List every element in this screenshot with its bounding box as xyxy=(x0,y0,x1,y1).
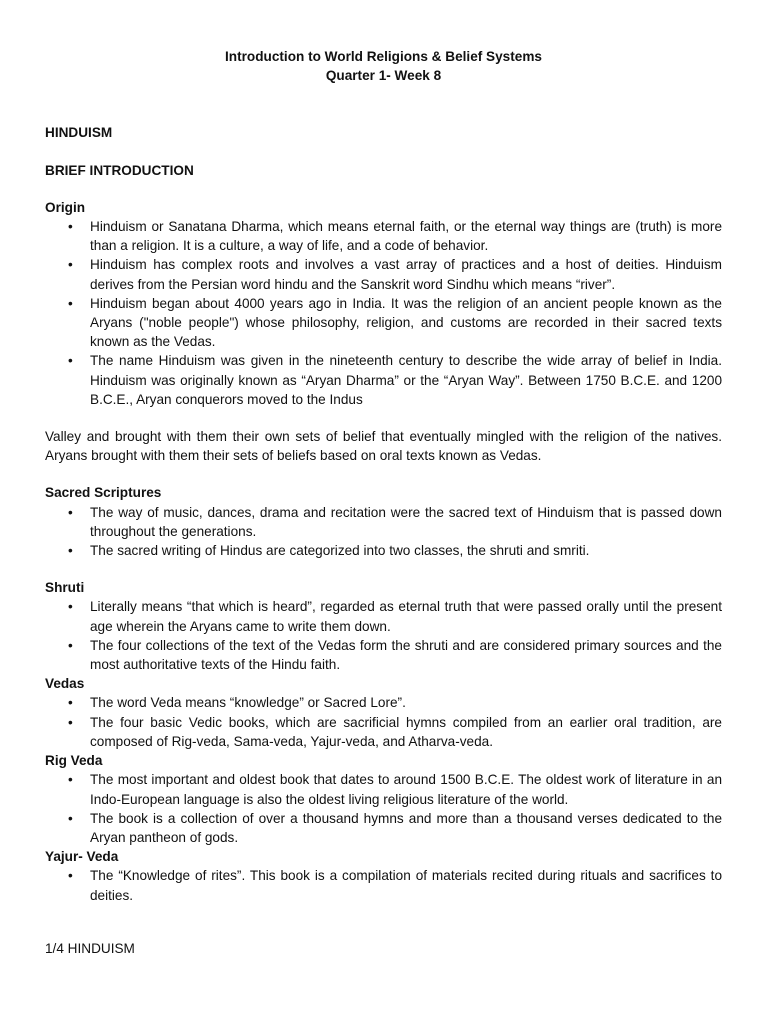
origin-heading: Origin xyxy=(45,199,86,215)
list-item: • The way of music, dances, drama and recitation were the sacred text of Hinduism that is passed down throughout the generations. xyxy=(90,503,722,541)
main-title: HINDUISM xyxy=(45,125,113,141)
scriptures-list xyxy=(45,503,722,561)
rigveda-heading: Rig Veda xyxy=(45,753,103,769)
list-item: • The “Knowledge of rites”. This book is a compilation of materials recited during rituals and sacrifices to deities. xyxy=(90,866,722,904)
rigveda-list xyxy=(45,770,722,847)
list-item: • Hinduism began about 4000 years ago in India. It was the religion of an ancient people known as the Aryans ("noble people") whose philosophy, religion, and customs are recorded in their sacred texts known as the Vedas. xyxy=(90,294,722,352)
document-subtitle: Quarter 1- Week 8 xyxy=(325,68,442,84)
yajurveda-list xyxy=(45,866,722,904)
list-item: • Hinduism or Sanatana Dharma, which means eternal faith, or the eternal way things are (truth) is more than a religion. It is a culture, a way of life, and a code of behavior. xyxy=(90,217,722,255)
list-item: • Literally means “that which is heard”, regarded as eternal truth that were passed orally until the present age wherein the Aryans came to write them down. xyxy=(90,597,722,635)
document-header xyxy=(45,47,722,85)
list-item: • The four collections of the text of the Vedas form the shruti and are considered primary sources and the most authoritative texts of the Hindu faith. xyxy=(90,636,722,674)
list-item: • Hinduism has complex roots and involves a vast array of practices and a host of deities. Hinduism derives from the Persian word hindu and the Sanskrit word Sindhu which means “river”. xyxy=(90,255,722,293)
document-title: Introduction to World Religions & Belief Systems xyxy=(225,49,542,64)
shruti-heading: Shruti xyxy=(45,580,85,596)
origin-list xyxy=(45,217,722,409)
scriptures-heading: Sacred Scriptures xyxy=(45,485,162,501)
vedas-list xyxy=(45,693,722,751)
list-item: • The word Veda means “knowledge” or Sacred Lore”. xyxy=(90,693,722,712)
intro-title: BRIEF INTRODUCTION xyxy=(45,162,194,178)
shruti-list xyxy=(45,597,722,674)
yajurveda-heading: Yajur- Veda xyxy=(45,849,119,865)
list-item: • The four basic Vedic books, which are sacrificial hymns compiled from an earlier oral tradition, are composed of Rig-veda, Sama-veda, Yajur-veda, and Atharva-veda. xyxy=(90,713,722,751)
list-item: • The name Hinduism was given in the nineteenth century to describe the wide array of belief in India. Hinduism was originally known as “Aryan Dharma” or the “Aryan Way”. Between 1750 B.C.E. and 1200 B.C.E., Aryan conquerors moved to the Indus xyxy=(90,351,722,409)
origin-paragraph: Valley and brought with them their own sets of belief that eventually mingled with the religion of the natives. Aryans brought with them their sets of beliefs based on oral texts known as Vedas. xyxy=(45,429,722,464)
vedas-heading: Vedas xyxy=(45,676,85,692)
list-item: • The most important and oldest book that dates to around 1500 B.C.E. The oldest work of literature in an Indo-European language is also the oldest living religious literature of the world. xyxy=(90,770,722,808)
list-item: • The book is a collection of over a thousand hymns and more than a thousand verses dedicated to the Aryan pantheon of gods. xyxy=(90,809,722,847)
list-item: • The sacred writing of Hindus are categorized into two classes, the shruti and smriti. xyxy=(90,541,722,560)
page-footer: 1/4 HINDUISM xyxy=(45,941,135,956)
